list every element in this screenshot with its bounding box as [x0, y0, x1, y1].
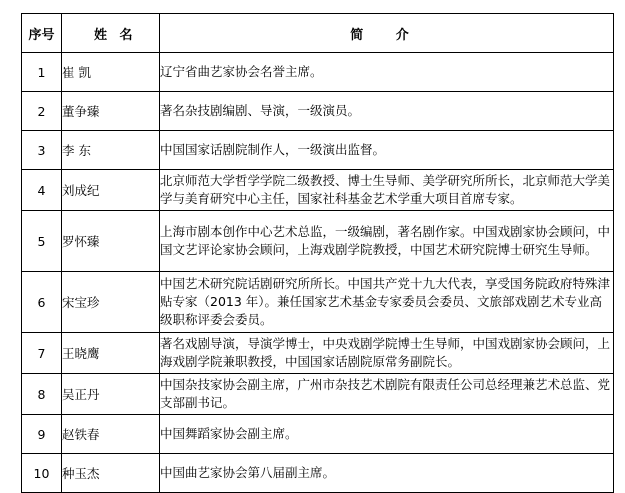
table-row [22, 374, 614, 415]
row-bio: 著名戏剧导演，导演学博士，中央戏剧学院博士生导师，中国戏剧家协会顾问，上海戏剧学院兼职教授，中国国家话剧院原常务副院长。 [160, 333, 614, 374]
table-row [22, 170, 614, 211]
row-bio: 北京师范大学哲学学院二级教授、博士生导师、美学研究所所长，北京师范大学美学与美育研究中心主任，国家社科基金艺术学重大项目首席专家。 [160, 170, 614, 211]
header-bio: 简 介 [160, 14, 614, 53]
row-bio: 中国艺术研究院话剧研究所所长。中国共产党十九大代表，享受国务院政府特殊津贴专家（2013 年）。兼任国家艺术基金专家委员会委员、文旅部戏剧艺术专业高级职称评委会委员。 [160, 272, 614, 333]
table-row [22, 131, 614, 170]
row-bio: 中国杂技家协会副主席，广州市杂技艺术剧院有限责任公司总经理兼艺术总监、党支部副书记。 [160, 374, 614, 415]
row-number: 1 [22, 53, 62, 92]
row-number: 7 [22, 333, 62, 374]
row-name: 吴正丹 [62, 374, 160, 415]
row-name: 董争臻 [62, 92, 160, 131]
header-name: 姓 名 [62, 14, 160, 53]
row-bio: 辽宁省曲艺家协会名誉主席。 [160, 53, 614, 92]
table-row [22, 454, 614, 493]
row-name: 刘成纪 [62, 170, 160, 211]
row-bio: 中国曲艺家协会第八届副主席。 [160, 454, 614, 493]
table-row [22, 92, 614, 131]
row-bio: 上海市剧本创作中心艺术总监，一级编剧，著名剧作家。中国戏剧家协会顾问，中国文艺评论家协会顾问，上海戏剧学院教授，中国艺术研究院博士研究生导师。 [160, 211, 614, 272]
row-name: 王晓鹰 [62, 333, 160, 374]
table-row [22, 415, 614, 454]
row-bio: 中国国家话剧院制作人，一级演出监督。 [160, 131, 614, 170]
row-bio: 中国舞蹈家协会副主席。 [160, 415, 614, 454]
row-name: 宋宝珍 [62, 272, 160, 333]
expert-roster-table [21, 13, 614, 493]
row-number: 4 [22, 170, 62, 211]
table-row [22, 53, 614, 92]
table-row [22, 272, 614, 333]
table-header-row [22, 14, 614, 53]
row-name: 种玉杰 [62, 454, 160, 493]
row-number: 5 [22, 211, 62, 272]
row-number: 2 [22, 92, 62, 131]
table-row [22, 333, 614, 374]
row-name: 崔 凯 [62, 53, 160, 92]
row-bio: 著名杂技剧编剧、导演，一级演员。 [160, 92, 614, 131]
row-number: 3 [22, 131, 62, 170]
header-number: 序号 [22, 14, 62, 53]
row-number: 8 [22, 374, 62, 415]
row-number: 9 [22, 415, 62, 454]
row-name: 罗怀臻 [62, 211, 160, 272]
row-name: 赵铁春 [62, 415, 160, 454]
table-row [22, 211, 614, 272]
row-number: 6 [22, 272, 62, 333]
row-number: 10 [22, 454, 62, 493]
row-name: 李 东 [62, 131, 160, 170]
